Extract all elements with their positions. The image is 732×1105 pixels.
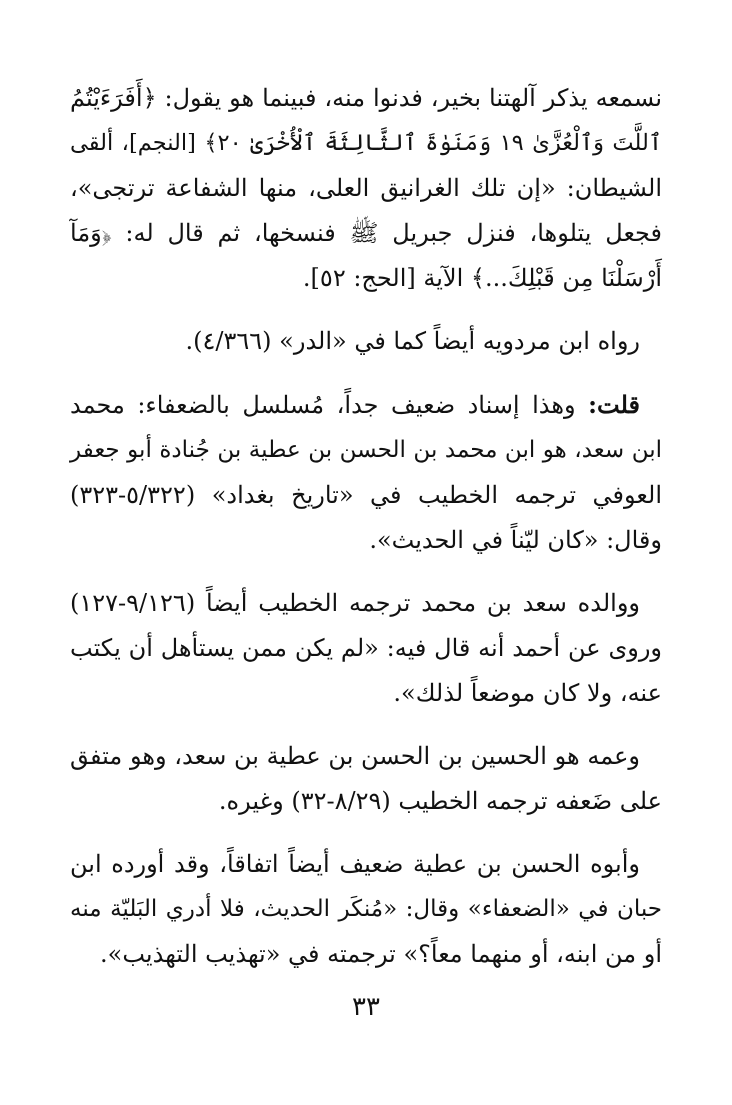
text-line: حبان في «الضعفاء» وقال: «مُنكَر الحديث، فلا أدري البَليّة منه: [70, 896, 662, 922]
text-line: وقال: «كان ليّناً في الحديث».: [369, 526, 662, 554]
text-line: وروى عن أحمد أنه قال فيه: «لم يكن ممن يستأهل أن يكتب: [70, 634, 663, 662]
text-line: أو من ابنه، أو منهما معاً؟» ترجمته في «تهذيب التهذيب».: [100, 940, 662, 968]
paragraph-2: [70, 319, 662, 364]
text-line: فجعل يتلوها، فنزل جبريل ﷺ فنسخها، ثم قال له: ﴿وَمَآ: [70, 219, 662, 247]
text-line: أَرْسَلْنَا مِن قَبْلِكَ...﴾ الآية [الحج: ٥٢].: [302, 264, 662, 292]
text-line: [70, 382, 662, 428]
paragraph-3: [70, 382, 662, 563]
lead-word: قلت:: [588, 390, 640, 419]
text-line: عنه، ولا كان موضعاً لذلك».: [393, 679, 662, 707]
text-line: ٱللَّتَ وَٱلْعُزَّىٰ ١٩ وَمَنَوٰةَ ٱلثَّالِثَةَ ٱلْأُخْرَىٰ ٢٠﴾ [النجم]، ألقى: [70, 130, 663, 156]
text-line: ووالده سعد بن محمد ترجمه الخطيب أيضاً (٩/١٢٦-١٢٧): [70, 589, 640, 617]
page-number: ٣٣: [352, 992, 380, 1022]
paragraph-4: [70, 581, 662, 716]
text-line: رواه ابن مردويه أيضاً كما في «الدر» (٤/٣٦٦).: [185, 327, 640, 355]
paragraph-6: [70, 842, 662, 977]
text-line: وأبوه الحسن بن عطية ضعيف أيضاً اتفاقاً، وقد أورده ابن: [70, 850, 640, 878]
text-line: العوفي ترجمه الخطيب في «تاريخ بغداد» (٥/٣٢٢-٣٢٣): [70, 481, 662, 509]
text-line: وعمه هو الحسين بن الحسن بن عطية بن سعد، وهو متفق: [70, 742, 640, 770]
text-line: ابن سعد، هو ابن محمد بن الحسن بن عطية بن جُنادة أبو جعفر: [70, 437, 662, 463]
text-line: الشيطان: «إن تلك الغرانيق العلى، منها الشفاعة ترتجى»،: [70, 174, 662, 202]
paragraph-5: [70, 734, 662, 824]
text-line: على ضَعفه ترجمه الخطيب (٨/٢٩-٣٢) وغيره.: [218, 787, 662, 815]
paragraph-1: [70, 76, 662, 301]
text-fragment: وهذا إسناد ضعيف جداً، مُسلسل بالضعفاء: محمد: [70, 391, 576, 419]
text-line: نسمعه يذكر آلهتنا بخير، فدنوا منه، فبينما هو يقول: ﴿أَفَرَءَيْتُمُ: [70, 84, 662, 112]
